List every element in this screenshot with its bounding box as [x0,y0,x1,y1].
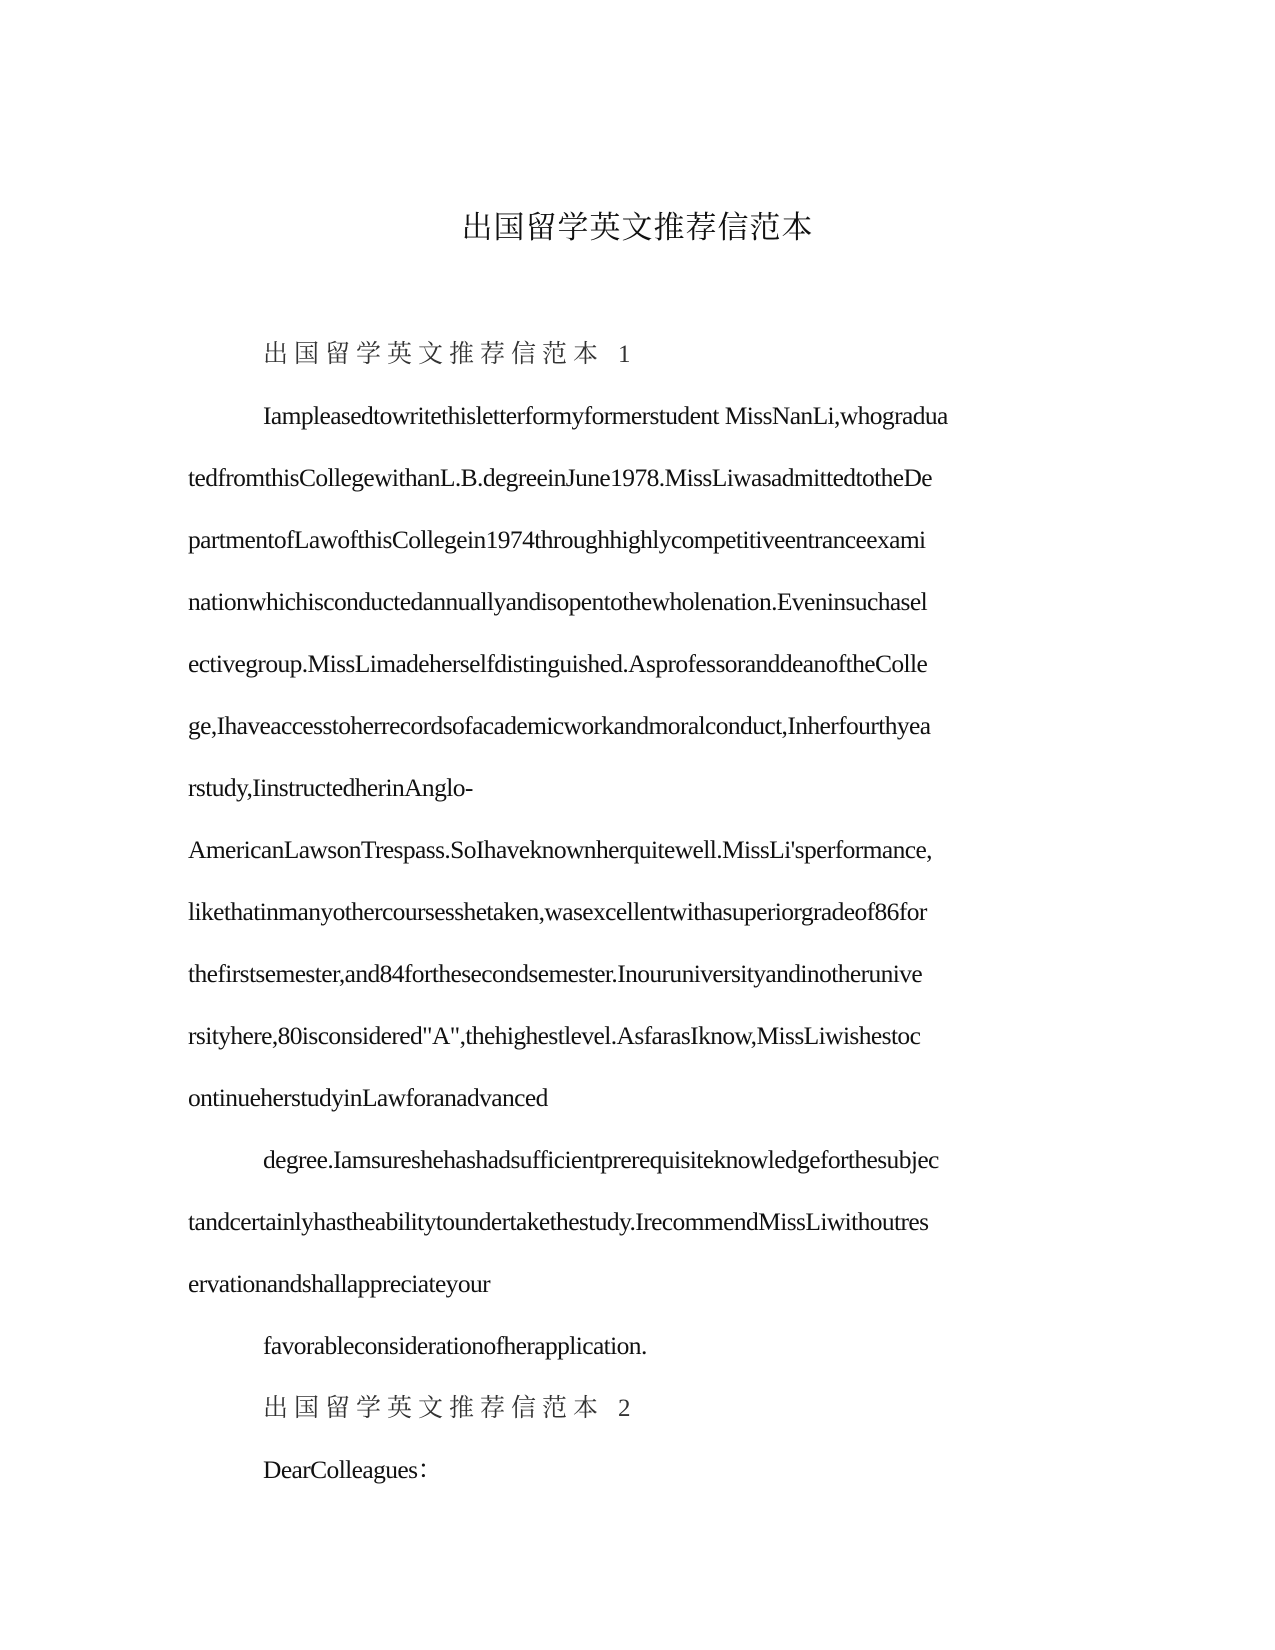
document-body [188,334,1093,1512]
paragraph-line: ectivegroup.MissLimadeherselfdistinguished.AsprofessoranddeanoftheColle [188,649,928,678]
document-title: 出国留学英文推荐信范本 [461,210,814,246]
paragraph-line: tandcertainlyhastheabilitytoundertakethestudy.IrecommendMissLiwithoutres [188,1207,929,1236]
salutation: DearColleagues： [263,1455,443,1484]
paragraph-line: rsityhere,80isconsidered"A",thehighestlevel.AsfarasIknow,MissLiwishestoc [188,1021,921,1050]
paragraph-line: thefirstsemester,and84forthesecondsemester.Inouruniversityandinotherunive [188,959,923,988]
paragraph-line: partmentofLawofthisCollegein1974throughhighlycompetitiveentranceexami [188,525,926,554]
paragraph-line: nationwhichisconductedannuallyandisopentothewholenation.Eveninsuchasel [188,587,928,616]
paragraph-line: likethatinmanyothercoursesshetaken,wasexcellentwithasuperiorgradeof86for [188,897,927,926]
paragraph-line: tedfromthisCollegewithanL.B.degreeinJune1978.MissLiwasadmittedtotheDe [188,463,932,492]
paragraph-line: AmericanLawsonTrespass.SoIhaveknownherquitewell.MissLi'sperformance, [188,835,932,864]
paragraph-line: favorableconsiderationofherapplication. [263,1331,647,1360]
paragraph-line: ontinueherstudyinLawforanadvanced [188,1083,548,1112]
section-heading-2: 出国留学英文推荐信范本 2 [263,1393,631,1422]
section-heading-1: 出国留学英文推荐信范本 1 [263,339,631,368]
paragraph-line: ge,Ihaveaccesstoherrecordsofacademicworkandmoralconduct,Inherfourthyea [188,711,931,740]
paragraph-line: ervationandshallappreciateyour [188,1269,491,1298]
paragraph-line: rstudy,IinstructedherinAnglo- [188,773,473,802]
paragraph-line: degree.Iamsureshehashadsufficientprerequisiteknowledgeforthesubjec [263,1145,939,1174]
paragraph-line: Iampleasedtowritethisletterformyformerstudent MissNanLi,whogradua [263,401,948,430]
